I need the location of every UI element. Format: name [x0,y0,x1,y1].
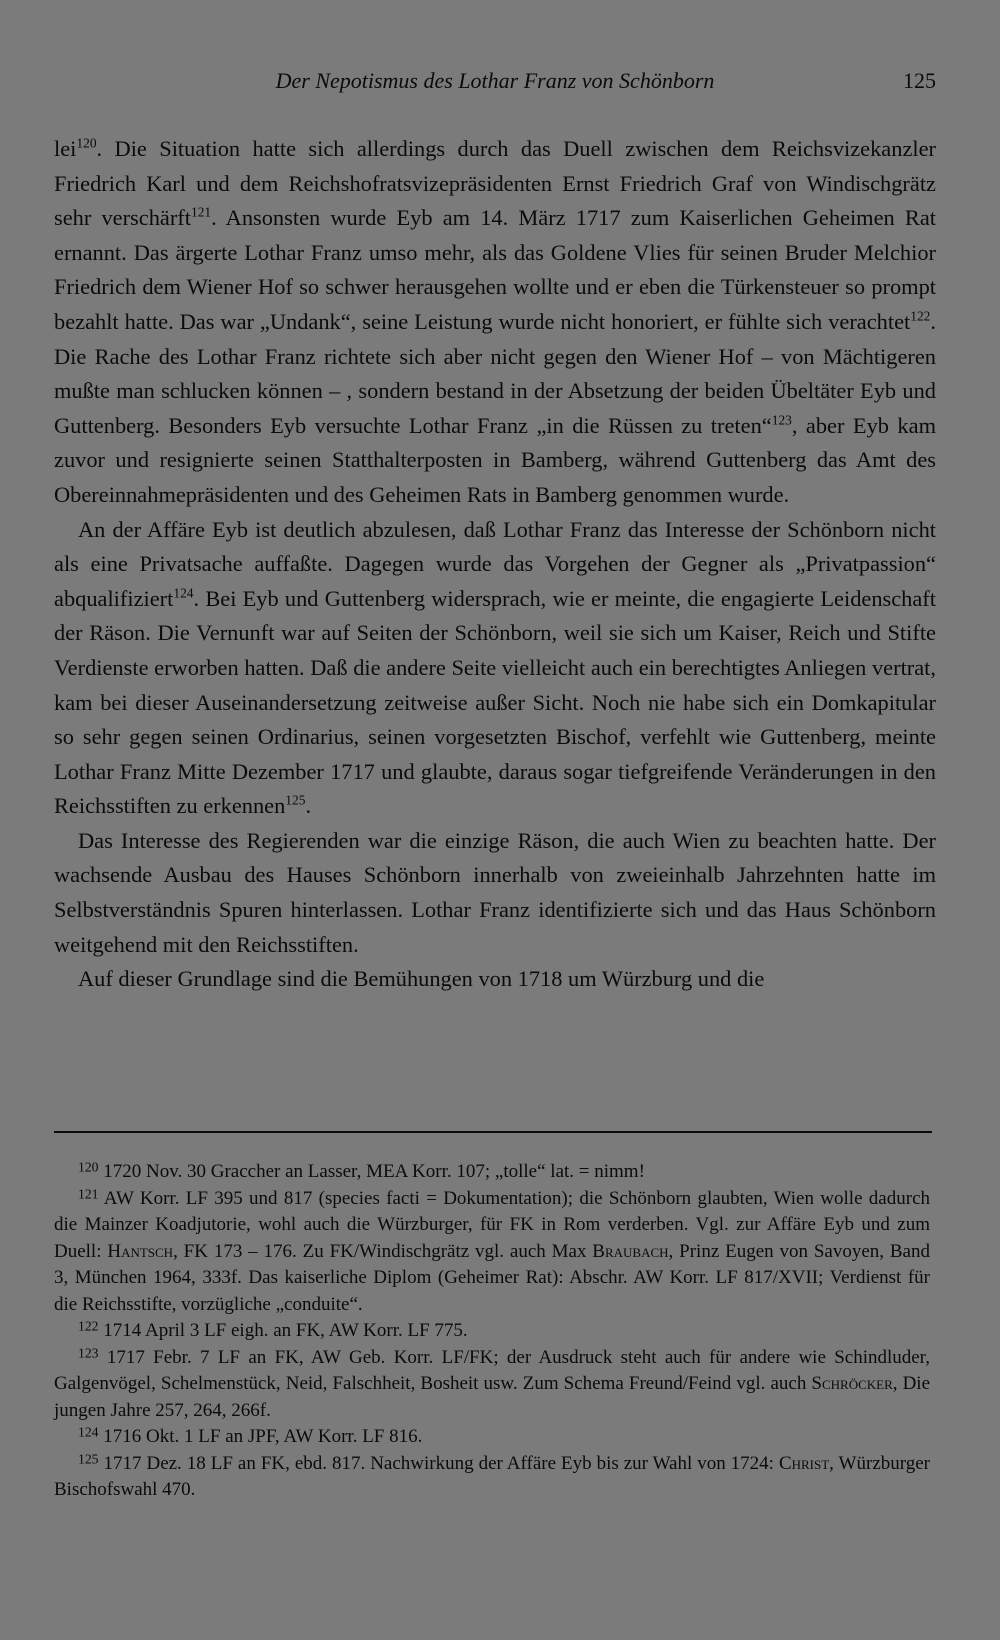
text-run: An der Affäre Eyb ist deutlich abzulesen, daß Lothar Franz das Interesse der Schönborn nicht als eine Privatsache auffaßte. Dagegen wurde das Vorgehen der Gegner als „Privatpassion“ abqualifiziert [54,516,936,611]
text-run: . Ansonsten wurde Eyb am 14. März 1717 zum Kaiserlichen Geheimen Rat ernannt. Das ärgerte Lothar Franz umso mehr, als das Goldene Vlies für seinen Bruder Melchior Friedrich dem Wiener Hof so schwer herausgehen wollte und er eben die Türkensteuer so prompt bezahlt hatte. Das war „Undank“, seine Leistung wurde nicht honoriert, er fühlte sich verachtet [54,205,936,334]
footnote-text: , Prinz Eugen von Savoyen, Band 3, München 1964, 333f. Das kaiserliche Diplom (Geheimer Rat): Abschr. AW Korr. LF 817/XVII; Verdienst für die Reichsstifte, vorzügliche „conduite“. [54,1240,930,1315]
footnote-ref: 121 [190,204,212,220]
author-name: Braubach [592,1240,669,1262]
footnote-ref: 125 [285,792,306,808]
author-name: Hantsch [107,1240,174,1262]
footnote-text: , Die jungen Jahre 257, 264, 266f. [54,1373,931,1421]
footnote-125 [54,1451,930,1504]
footnote-text: , Würzburger Bischofswahl 470. [54,1452,930,1500]
footnote-ref: 120 [76,135,97,151]
footnote-number: 121 [78,1186,99,1202]
footnote-ref: 124 [173,584,194,600]
paragraph-4: Auf dieser Grundlage sind die Bemühungen von 1718 um Würzburg und die [78,966,765,992]
footnote-number: 122 [78,1318,99,1334]
text-run: , aber Eyb kam zuvor und resignierte seinen Statthalterposten in Bamberg, während Guttenberg das Amt des Obereinnahmepräsidenten und des Geheimen Rats in Bamberg genommen wurde. [54,412,936,507]
footnote-number: 120 [78,1159,99,1175]
footnote-text: AW Korr. LF 395 und 817 (species facti = Dokumentation); die Schönborn glaubten, Wien wolle dadurch die Mainzer Koadjutorie, wohl auch die Würzburger, für FK in Rom verderben. Vgl. zur Affäre Eyb und zum Duell: [54,1187,931,1262]
author-name: Schröcker [811,1373,893,1394]
paragraph-3: Das Interesse des Regierenden war die einzige Räson, die auch Wien zu beachten hatte. Der wachsende Ausbau des Hauses Schönborn innerhalb von zweieinhalb Jahrzehnten hatte im Selbstverständnis Spuren hinterlassen. Lothar Franz identifizierte sich und das Haus Schönborn weitgehend mit den Reichsstiften. [54,827,936,957]
footnote-ref: 123 [771,412,792,428]
footnote-ref: 122 [910,308,931,324]
running-head [54,68,936,102]
footnote-text: 1717 Dez. 18 LF an FK, ebd. 817. Nachwirkung der Affäre Eyb bis zur Wahl von 1724: [103,1452,779,1474]
footnote-124 [54,1424,930,1451]
footnote-text: 1717 Febr. 7 LF an FK, AW Geb. Korr. LF/FK; der Ausdruck steht auch für andere wie Schindluder, Galgenvögel, Schelmenstück, Neid, Falschheit, Bosheit usw. Zum Schema Freund/Feind vgl. auch [54,1346,931,1394]
running-title: Der Nepotismus des Lothar Franz von Schönborn [275,68,715,93]
footnote-number: 123 [78,1345,99,1361]
footnote-text: , FK 173 – 176. Zu FK/Windischgrätz vgl. auch Max [173,1240,593,1262]
text-run: lei [54,136,77,161]
text-run: . [305,793,312,819]
footnote-123 [54,1345,930,1425]
footnote-number: 124 [78,1424,99,1440]
footnote-120 [54,1159,930,1186]
text-run: . Die Situation hatte sich allerdings durch das Duell zwischen dem Reichsvizekanzler Friedrich Karl und dem Reichshofratsvizepräsidenten Ernst Friedrich Graf von Windischgrätz sehr verschärft [54,136,936,231]
footnotes [54,1159,930,1504]
footnote-text: 1720 Nov. 30 Graccher an Lasser, MEA Korr. 107; „tolle“ lat. = nimm! [103,1161,645,1182]
page-number: 125 [903,68,936,93]
author-name: Christ [778,1452,830,1474]
body-text [54,132,936,997]
footnote-number: 125 [78,1451,99,1467]
paragraph-2 [54,513,936,824]
footnote-text: 1714 April 3 LF eigh. an FK, AW Korr. LF 775. [103,1320,468,1341]
text-run: . Die Rache des Lothar Franz richtete sich aber nicht gegen den Wiener Hof – von Mächtigeren mußte man schlucken können – , sondern bestand in der Absetzung der beiden Übeltäter Eyb und Guttenberg. Besonders Eyb versuchte Lothar Franz „in die Rüssen zu treten“ [54,308,936,438]
paragraph-1 [54,132,936,513]
footnote-122 [54,1318,930,1345]
footnote-121 [54,1186,930,1319]
footnote-text: 1716 Okt. 1 LF an JPF, AW Korr. LF 816. [103,1426,423,1447]
footnote-separator [54,1131,932,1133]
text-run: . Bei Eyb und Guttenberg widersprach, wie er meinte, die engagierte Leidenschaft der Räson. Die Vernunft war auf Seiten der Schönborn, weil sie sich um Kaiser, Reich und Stifte Verdienste erworben hatten. Daß die andere Seite vielleicht auch ein berechtigtes Anliegen vertrat, kam bei dieser Auseinandersetzung zeitweise außer Sicht. Noch nie habe sich ein Domkapitular so sehr gegen seinen Ordinarius, seinen vorgesetzten Bischof, verfehlt wie Guttenberg, meinte Lothar Franz Mitte Dezember 1717 und glaubte, daraus sogar tiefgreifende Veränderungen in den Reichsstiften zu erkennen [54,585,936,819]
